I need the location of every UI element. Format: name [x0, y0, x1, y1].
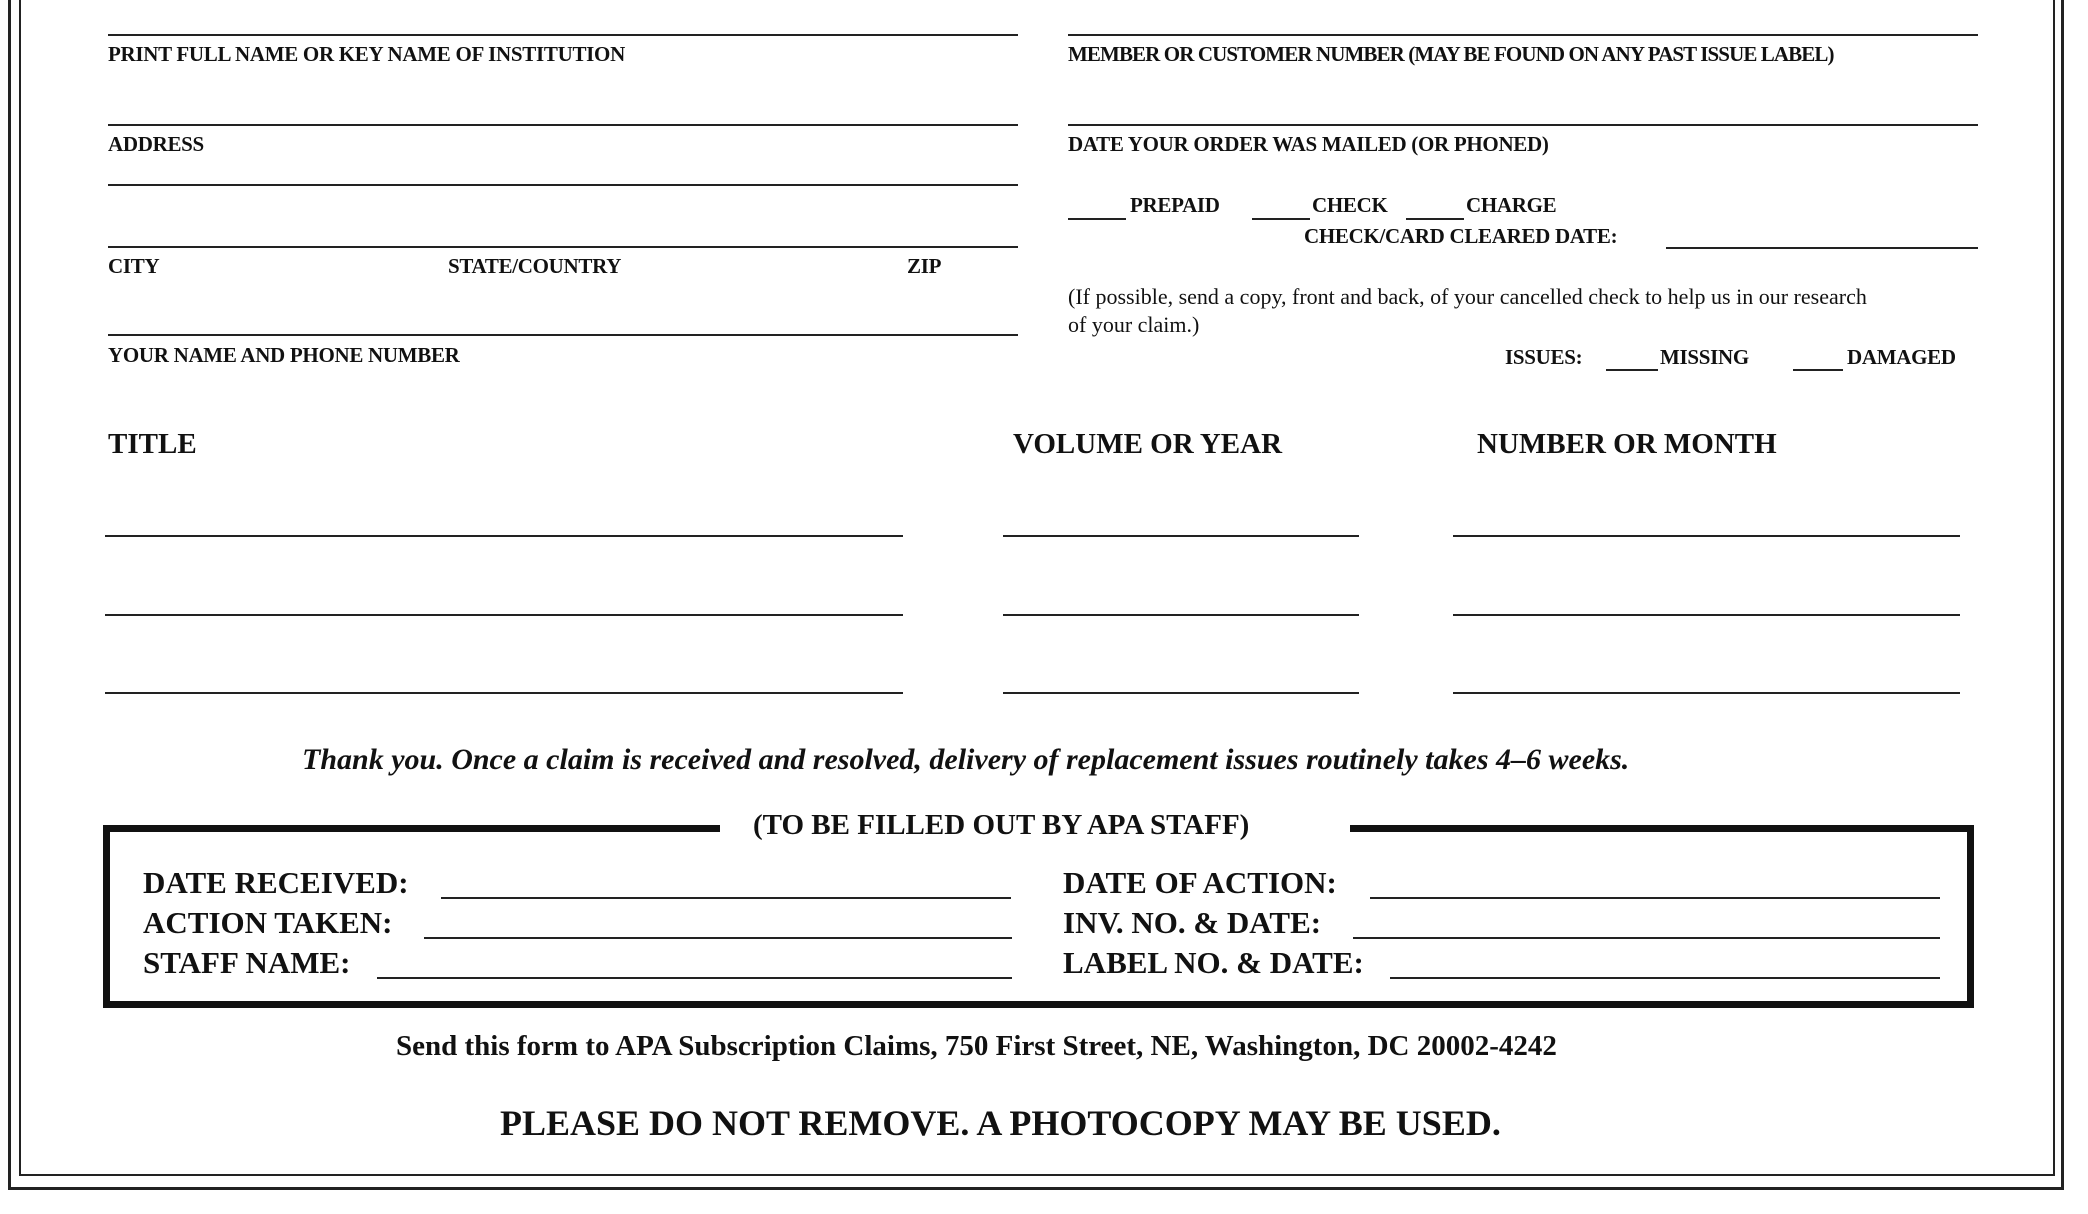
date-received-label: DATE RECEIVED: — [143, 865, 409, 900]
number-entry-line[interactable] — [1453, 535, 1960, 537]
full-name-line[interactable] — [108, 34, 1018, 36]
volume-entry-line[interactable] — [1003, 614, 1359, 616]
do-not-remove-notice: PLEASE DO NOT REMOVE. A PHOTOCOPY MAY BE USED. — [500, 1103, 1501, 1143]
title-entry-line[interactable] — [105, 614, 903, 616]
volume-column-heading: VOLUME OR YEAR — [1013, 428, 1283, 460]
number-column-heading: NUMBER OR MONTH — [1477, 428, 1777, 460]
address-line-2[interactable] — [108, 184, 1018, 186]
send-form-address: Send this form to APA Subscription Claims, 750 First Street, NE, Washington, DC 20002-4242 — [396, 1030, 1557, 1062]
action-taken-blank[interactable] — [424, 937, 1012, 939]
prepaid-blank[interactable] — [1068, 218, 1126, 220]
check-blank[interactable] — [1252, 218, 1310, 220]
staff-name-blank[interactable] — [377, 977, 1012, 979]
issues-label: ISSUES: — [1505, 345, 1583, 369]
title-entry-line[interactable] — [105, 692, 903, 694]
address-label: ADDRESS — [108, 132, 204, 156]
check-label: CHECK — [1312, 193, 1388, 217]
staff-heading: (TO BE FILLED OUT BY APA STAFF) — [753, 809, 1250, 841]
date-mailed-label: DATE YOUR ORDER WAS MAILED (OR PHONED) — [1068, 132, 1549, 156]
state-label: STATE/COUNTRY — [448, 254, 622, 278]
cleared-date-blank[interactable] — [1666, 247, 1978, 249]
title-column-heading: TITLE — [108, 428, 197, 460]
label-no-label: LABEL NO. & DATE: — [1063, 945, 1364, 980]
charge-blank[interactable] — [1406, 218, 1464, 220]
member-number-line[interactable] — [1068, 34, 1978, 36]
staff-name-label: STAFF NAME: — [143, 945, 351, 980]
inv-no-blank[interactable] — [1353, 937, 1940, 939]
volume-entry-line[interactable] — [1003, 535, 1359, 537]
date-of-action-blank[interactable] — [1370, 897, 1940, 899]
damaged-label: DAMAGED — [1847, 345, 1956, 369]
address-line[interactable] — [108, 124, 1018, 126]
check-copy-note: (If possible, send a copy, front and back, of your cancelled check to help us in our research — [1068, 284, 1867, 309]
thank-you-note: Thank you. Once a claim is received and resolved, delivery of replacement issues routinely takes 4–6 weeks. — [302, 743, 1630, 776]
date-received-blank[interactable] — [441, 897, 1011, 899]
date-of-action-label: DATE OF ACTION: — [1063, 865, 1337, 900]
charge-label: CHARGE — [1466, 193, 1557, 217]
title-entry-line[interactable] — [105, 535, 903, 537]
city-state-zip-line[interactable] — [108, 246, 1018, 248]
zip-label: ZIP — [907, 254, 942, 278]
label-no-blank[interactable] — [1390, 977, 1940, 979]
number-entry-line[interactable] — [1453, 614, 1960, 616]
member-number-label: MEMBER OR CUSTOMER NUMBER (MAY BE FOUND ON ANY PAST ISSUE LABEL) — [1068, 42, 1834, 66]
volume-entry-line[interactable] — [1003, 692, 1359, 694]
missing-label: MISSING — [1660, 345, 1749, 369]
your-name-line[interactable] — [108, 334, 1018, 336]
number-entry-line[interactable] — [1453, 692, 1960, 694]
full-name-label: PRINT FULL NAME OR KEY NAME OF INSTITUTION — [108, 42, 625, 66]
prepaid-label: PREPAID — [1130, 193, 1220, 217]
cleared-date-label: CHECK/CARD CLEARED DATE: — [1304, 224, 1618, 248]
city-label: CITY — [108, 254, 160, 278]
check-copy-note-2: of your claim.) — [1068, 312, 1200, 337]
your-name-label: YOUR NAME AND PHONE NUMBER — [108, 343, 460, 367]
date-mailed-line[interactable] — [1068, 124, 1978, 126]
inv-no-label: INV. NO. & DATE: — [1063, 905, 1322, 940]
damaged-blank[interactable] — [1793, 369, 1843, 371]
action-taken-label: ACTION TAKEN: — [143, 905, 393, 940]
missing-blank[interactable] — [1606, 369, 1658, 371]
